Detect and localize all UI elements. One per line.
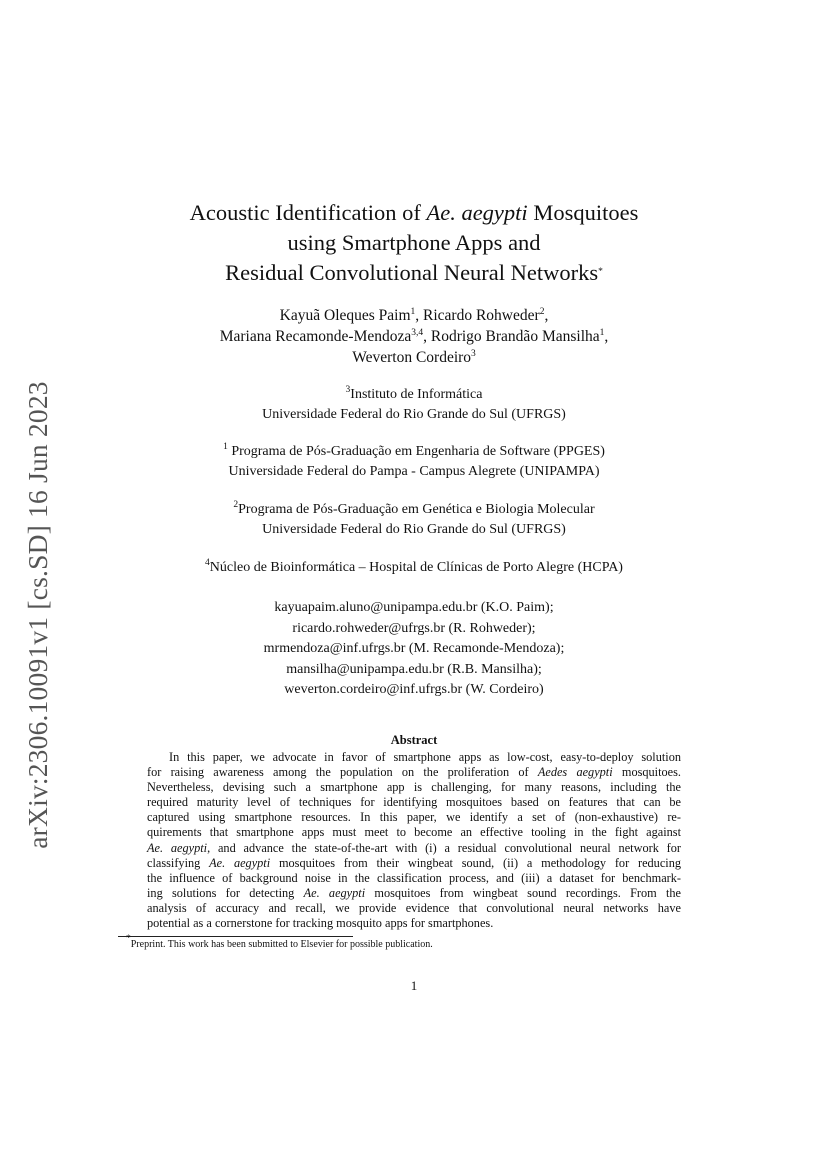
abstract-line bbox=[147, 841, 681, 856]
abstract-line: potential as a cornerstone for tracking mosquito apps for smartphones. bbox=[147, 916, 494, 931]
affiliation-line bbox=[0, 500, 828, 520]
paper-title bbox=[0, 198, 828, 288]
author-name: Kayuã Oleques Paim bbox=[279, 307, 411, 324]
email-entry: ricardo.rohweder@ufrgs.br (R. Rohweder); bbox=[292, 620, 536, 636]
affiliation-university: Universidade Federal do Pampa - Campus Alegrete (UNIPAMPA) bbox=[228, 464, 600, 479]
affiliation-block-1 bbox=[0, 442, 828, 482]
author-list bbox=[0, 305, 828, 368]
footnote-mark: * bbox=[126, 934, 131, 944]
abstract-text: mosquitoes from wingbeat sound recordings. From the bbox=[365, 885, 682, 900]
species-name: Ae. aegypti bbox=[303, 885, 366, 900]
abstract-line: Nevertheless, devising such a smartphone app is challenging, for many reasons, including the bbox=[147, 780, 681, 795]
affiliation-mark: 1 bbox=[223, 442, 228, 452]
abstract-line: quirements that smartphone apps must meet to become an effective tooling in the fight against bbox=[147, 825, 681, 840]
affiliation-block-2 bbox=[0, 500, 828, 540]
affiliation-name: Núcleo de Bioinformática – Hospital de Clínicas de Porto Alegre (HCPA) bbox=[209, 560, 623, 575]
abstract-text: ing solutions for detecting bbox=[147, 885, 304, 900]
abstract-line: required maturity level of techniques for identifying mosquitoes based on features that can be bbox=[147, 795, 681, 810]
abstract-text: mosquitoes. bbox=[612, 765, 681, 780]
author-affiliation-mark: 2 bbox=[539, 307, 545, 317]
page-number: 1 bbox=[410, 978, 418, 993]
abstract-text: , and advance the state-of-the-art with (i) a residual convolutional neural network for bbox=[207, 840, 682, 855]
affiliation-university: Universidade Federal do Rio Grande do Sul (UFRGS) bbox=[262, 407, 566, 422]
affiliation-block-4 bbox=[0, 558, 828, 578]
author-affiliation-mark: 3,4 bbox=[411, 328, 424, 338]
arxiv-identifier-stamp: arXiv:2306.10091v1 [cs.SD] 16 Jun 2023 bbox=[22, 381, 53, 849]
affiliation-line bbox=[0, 442, 828, 462]
title-text: Residual Convolutional Neural Networks bbox=[225, 260, 599, 285]
affiliation-name: Programa de Pós-Graduação em Genética e Biologia Molecular bbox=[238, 502, 595, 517]
footnote-text: Preprint. This work has been submitted to Elsevier for possible publication. bbox=[130, 939, 433, 950]
author-affiliation-mark: 1 bbox=[410, 307, 416, 317]
email-list bbox=[0, 598, 828, 701]
abstract-body bbox=[147, 750, 681, 931]
footnote bbox=[126, 934, 433, 950]
abstract-line: captured using smartphone resources. In this paper, we identify a set of (non-exhaustive) re- bbox=[147, 810, 681, 825]
author-name: , Ricardo Rohweder bbox=[415, 307, 540, 324]
title-text: Mosquitoes bbox=[527, 200, 639, 225]
abstract-text: classifying bbox=[147, 855, 210, 870]
email-entry: kayuapaim.aluno@unipampa.edu.br (K.O. Paim); bbox=[274, 600, 554, 615]
affiliation-name: Instituto de Informática bbox=[350, 387, 483, 402]
species-name: Aedes aegypti bbox=[537, 765, 613, 780]
title-line-2: using Smartphone Apps and bbox=[287, 230, 541, 255]
abstract-line bbox=[147, 765, 681, 780]
species-name: Ae. aegypti bbox=[209, 855, 271, 870]
affiliation-mark: 4 bbox=[205, 558, 210, 568]
affiliation-line bbox=[0, 385, 828, 405]
abstract-line: the influence of background noise in the classification process, and (iii) a dataset for benchmark- bbox=[147, 870, 681, 885]
affiliation-line bbox=[0, 558, 828, 578]
authors-line-3 bbox=[0, 347, 828, 368]
title-species: Ae. aegypti bbox=[426, 200, 528, 225]
footnote-rule bbox=[118, 936, 353, 937]
author-name: , Rodrigo Brandão Mansilha bbox=[423, 328, 600, 345]
affiliation-block-3 bbox=[0, 385, 828, 425]
abstract-text: for raising awareness among the population on the proliferation of bbox=[147, 765, 538, 780]
affiliation-mark: 2 bbox=[233, 500, 239, 510]
abstract-line bbox=[147, 886, 681, 901]
abstract-heading: Abstract bbox=[390, 733, 438, 747]
separator: , bbox=[544, 307, 549, 324]
email-entry: mansilha@unipampa.edu.br (R.B. Mansilha); bbox=[286, 661, 542, 677]
title-text: Acoustic Identification of bbox=[189, 200, 427, 225]
abstract-line: analysis of accuracy and recall, we provide evidence that convolutional neural networks have bbox=[147, 900, 681, 915]
authors-line-2 bbox=[0, 326, 828, 347]
separator: , bbox=[604, 328, 609, 345]
abstract-line: In this paper, we advocate in favor of smartphone apps as low-cost, easy-to-deploy solution bbox=[169, 750, 681, 764]
affiliation-university: Universidade Federal do Rio Grande do Sul (UFRGS) bbox=[262, 522, 566, 537]
abstract-text: mosquitoes from their wingbeat sound, (ii) a methodology for reducing bbox=[270, 855, 682, 870]
email-entry: weverton.cordeiro@inf.ufrgs.br (W. Cordeiro) bbox=[284, 682, 544, 697]
title-line-1 bbox=[0, 198, 828, 228]
author-name: Mariana Recamonde-Mendoza bbox=[219, 328, 412, 345]
author-affiliation-mark: 3 bbox=[471, 349, 476, 359]
affiliation-name: Programa de Pós-Graduação em Engenharia de Software (PPGES) bbox=[227, 444, 605, 459]
abstract-line bbox=[147, 856, 681, 871]
title-footnote-mark: * bbox=[598, 267, 603, 277]
author-affiliation-mark: 1 bbox=[599, 328, 605, 338]
email-entry: mrmendoza@inf.ufrgs.br (M. Recamonde-Mendoza); bbox=[263, 641, 565, 656]
title-line-3 bbox=[0, 258, 828, 288]
species-name: Ae. aegypti bbox=[147, 840, 208, 855]
author-name: Weverton Cordeiro bbox=[352, 349, 472, 366]
affiliation-mark: 3 bbox=[345, 385, 351, 395]
authors-line-1 bbox=[0, 305, 828, 326]
